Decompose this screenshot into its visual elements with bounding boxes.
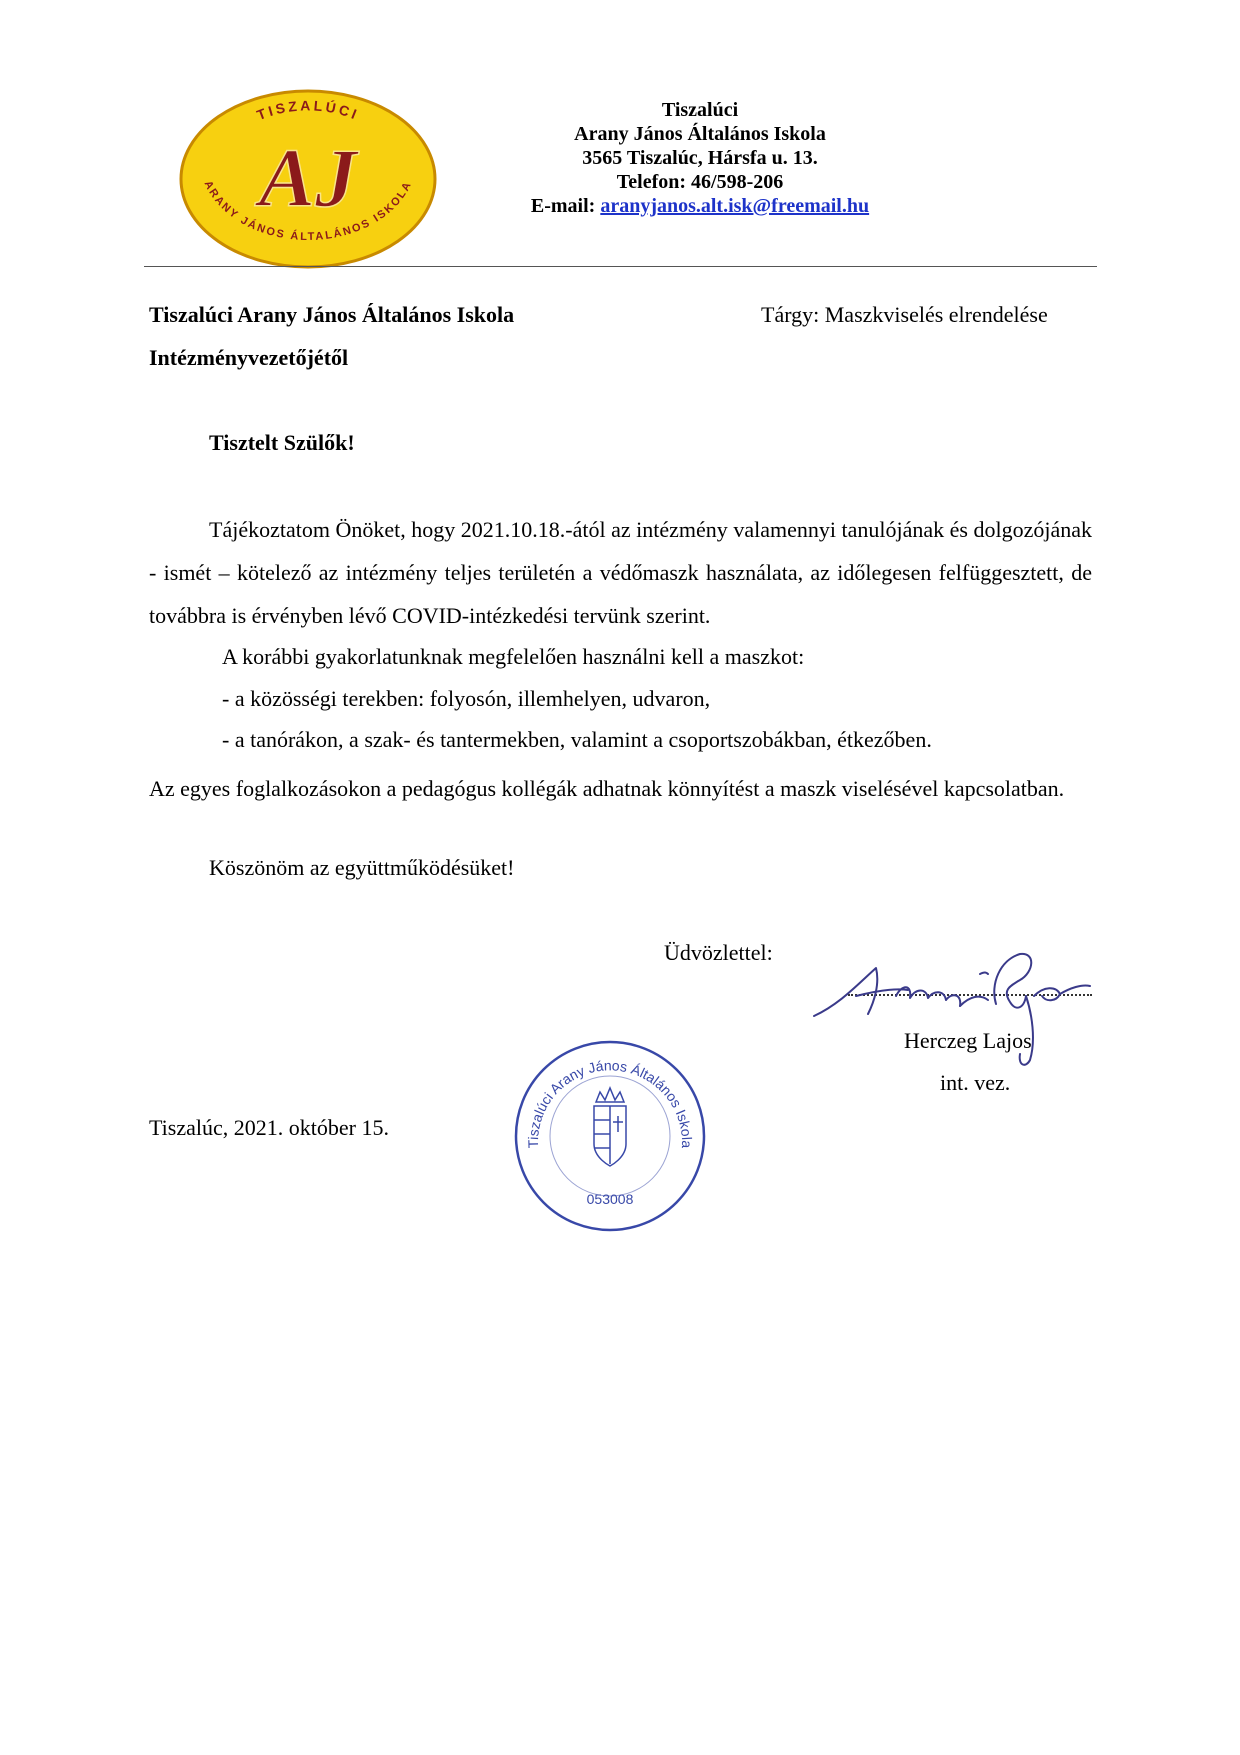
sender-school: Tiszalúci Arany János Általános Iskola bbox=[149, 302, 515, 327]
header-email-line bbox=[480, 194, 920, 218]
signer-role: int. vez. bbox=[940, 1070, 1011, 1095]
signer-name: Herczeg Lajos bbox=[904, 1028, 1032, 1053]
body-paragraph-1: Tájékoztatom Önöket, hogy 2021.10.18.-ától az intézmény valamennyi tanulójának és dolgozójának - ismét – kötelező az intézmény teljes területén a védőmaszk használata, az időlegesen felfüggesztett, de továbbra is érvényben lévő COVID-intézkedési tervünk szerint. bbox=[149, 517, 1092, 628]
greeting: Tisztelt Szülők! bbox=[209, 430, 355, 455]
stamp-ring-text: Tiszalúci Arany János Általános Iskola bbox=[524, 1057, 696, 1149]
date-line: Tiszalúc, 2021. október 15. bbox=[149, 1115, 389, 1140]
header-town: Tiszalúci bbox=[661, 99, 739, 121]
sender-office: Intézményvezetőjétől bbox=[149, 345, 349, 370]
stamp-number: 053008 bbox=[586, 1191, 634, 1207]
header-divider bbox=[144, 266, 1097, 267]
handwritten-signature bbox=[810, 944, 1110, 1070]
header-school-name: Arany János Általános Iskola bbox=[574, 123, 826, 145]
school-logo bbox=[178, 88, 438, 270]
official-stamp bbox=[510, 1036, 710, 1236]
subject-line: Tárgy: Maszkviselés elrendelése bbox=[761, 302, 1048, 327]
coat-of-arms-icon bbox=[594, 1088, 626, 1166]
header-address: 3565 Tiszalúc, Hársfa u. 13. bbox=[582, 147, 818, 169]
logo-top-text: TISZALÚCI bbox=[254, 97, 362, 124]
header-phone: Telefon: 46/598-206 bbox=[616, 171, 784, 193]
closing-regards: Üdvözlettel: bbox=[664, 940, 773, 965]
thanks-line: Köszönöm az együttműködésüket! bbox=[209, 855, 515, 880]
logo-ring-text: ARANY JÁNOS ÁLTALÁNOS ISKOLA bbox=[201, 178, 415, 244]
email-link[interactable]: aranyjanos.alt.isk@freemail.hu bbox=[600, 195, 870, 217]
logo-monogram: AJ bbox=[258, 132, 358, 225]
school-header bbox=[480, 98, 920, 218]
body-list-item-1: - a közösségi terekben: folyosón, illemhelyen, udvaron, bbox=[222, 686, 711, 711]
email-label: E-mail: bbox=[530, 195, 601, 217]
body-paragraph-2: Az egyes foglalkozásokon a pedagógus kollégák adhatnak könnyítést a maszk viselésével kapcsolatban. bbox=[149, 776, 1065, 801]
body-line-intro: A korábbi gyakorlatunknak megfelelően használni kell a maszkot: bbox=[222, 644, 805, 669]
body-list-item-2: - a tanórákon, a szak- és tantermekben, valamint a csoportszobákban, étkezőben. bbox=[222, 727, 932, 752]
